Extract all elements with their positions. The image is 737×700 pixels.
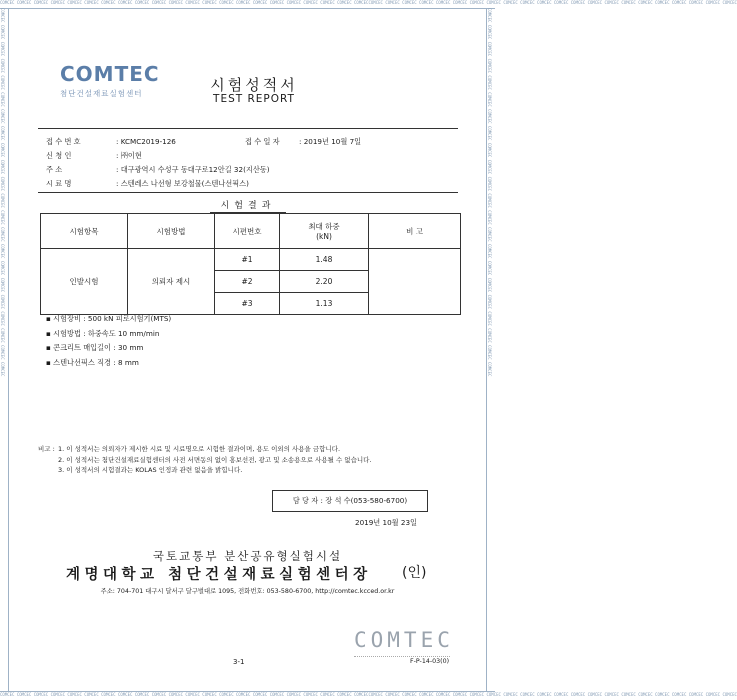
page-number: 3-1 [233,658,245,666]
table-row [41,249,461,271]
security-border-top: COMCEC COMCEC COMCEC COMCEC COMCEC COMCEC COMCEC COMCEC COMCEC COMCEC COMCEC COMCEC COMCEC COMCEC COMCEC COMCEC COMCEC COMCEC COMCEC COMCEC COMCEC COMCECCOMCEC COMCEC COMCEC COMCEC COMCEC COMCEC COMCEC COMCEC COMCEC COMCEC COMCEC COMCEC COMCEC COMCEC COMCEC COMCEC COMCEC COMCEC COMCEC COMCEC COMCEC COMCEC [0,0,495,9]
receipt-date-row: 접 수 일 자 : 2019년 10월 7일 [245,137,362,146]
comtec-logo [60,62,158,100]
seal-mark: (인) [402,565,427,581]
max-load-cell: 1.48 [280,249,369,271]
page-title-english: TEST REPORT [213,93,295,105]
note-1: 1. 이 성적서는 의뢰자가 제시한 시료 및 시료명으로 시험한 결과이며, 용도 이외의 사용을 금합니다. [58,445,341,453]
test-item-cell: 인발시험 [41,249,128,315]
contact-box: 담 당 자 : 장 석 수(053-580-6700) [272,490,428,512]
logo-brand: COMTEC [60,62,160,86]
security-border-left: COMCEC COMCEC COMCEC COMCEC COMCEC COMCEC COMCEC COMCEC COMCEC COMCEC COMCEC COMCEC COMCEC COMCEC COMCEC COMCEC COMCEC COMCEC COMCEC COMCEC COMCEC COMCEC [0,8,9,692]
results-section-title: 시험결과 [210,198,286,213]
max-load-cell: 2.20 [280,271,369,293]
condition-diameter: ▪ 스텐나선픽스 직경 : 8 mm [46,357,139,367]
test-conditions [46,312,171,370]
specimen-cell: #2 [215,271,280,293]
col-test-method: 시험방법 [128,214,215,249]
note-2: 2. 이 성적서는 첨단건설재료실험센터의 사전 서면동의 없이 홍보선전, 광고 및 소송용으로 사용될 수 없습니다. [58,455,372,464]
remarks-cell [369,249,461,315]
issuer-name: 계명대학교 첨단건설재료실험센터장 [66,567,372,583]
col-remarks: 비 고 [369,214,461,249]
condition-method: ▪ 시험방법 : 하중속도 10 mm/min [46,328,160,338]
logo-subtitle: 첨단건설재료실험센터 [60,89,143,98]
max-load-cell: 1.13 [280,293,369,315]
security-border-right: COMCEC COMCEC COMCEC COMCEC COMCEC COMCEC COMCEC COMCEC COMCEC COMCEC COMCEC COMCEC COMCEC COMCEC COMCEC COMCEC COMCEC COMCEC COMCEC COMCEC COMCEC COMCEC [486,8,495,692]
specimen-cell: #3 [215,293,280,315]
form-code: F-P-14-03(0) [410,658,450,665]
specimen-name: 스텐레스 나선형 보강철물(스텐나선픽스) [120,179,249,188]
results-table [40,213,461,315]
notes-label: 비고 : [38,445,55,453]
note-3: 3. 이 성적서의 시험결과는 KOLAS 인정과 관련 없음을 밝힙니다. [58,466,243,474]
test-method-cell: 의뢰자 제시 [128,249,215,315]
comtec-stamp: COMTEC [354,628,450,657]
receipt-number: KCMC2019-126 [120,137,176,146]
specimen-row: 시 료 명 : 스텐레스 나선형 보강철물(스텐나선픽스) [46,179,249,188]
report-date: 2019년 10월 23일 [355,518,417,527]
applicant-address: 대구광역시 수성구 동대구로12안길 32(지산동) [120,165,270,174]
receipt-number-row: 접 수 번 호 : KCMC2019-126 [46,137,176,146]
applicant: ㈜이현 [120,151,142,160]
address-row: 주 소 : 대구광역시 수성구 동대구로12안길 32(지산동) [46,165,270,174]
specimen-cell: #1 [215,249,280,271]
header-divider-bottom [38,192,458,193]
header-divider-top [38,128,458,129]
remarks-notes [38,444,371,476]
col-test-item: 시험항목 [41,214,128,249]
col-specimen-no: 시편번호 [215,214,280,249]
receipt-date: 2019년 10월 7일 [303,137,362,146]
issuer-address: 주소: 704-701 대구시 달서구 달구벌대로 1095, 전화번호: 053-580-6700, http://comtec.kcced.or.kr [100,588,395,595]
security-border-bottom: COMCEC COMCEC COMCEC COMCEC COMCEC COMCEC COMCEC COMCEC COMCEC COMCEC COMCEC COMCEC COMCEC COMCEC COMCEC COMCEC COMCEC COMCEC COMCEC COMCEC COMCEC COMCECCOMCEC COMCEC COMCEC COMCEC COMCEC COMCEC COMCEC COMCEC COMCEC COMCEC COMCEC COMCEC COMCEC COMCEC COMCEC COMCEC COMCEC COMCEC COMCEC COMCEC COMCEC COMCEC [0,691,495,700]
results-header-row [41,214,461,249]
condition-equipment: ▪ 시험장비 : 500 kN 피로시험기(MTS) [46,314,172,323]
issuer-ministry: 국토교통부 분산공유형실험시설 [152,549,343,563]
applicant-row: 신 청 인 : ㈜이현 [46,151,142,160]
condition-embed-length: ▪ 콘크리트 매입길이 : 30 mm [46,343,144,352]
page-title: 시험성적서 [210,76,298,94]
col-max-load: 최대 하중 (kN) [280,214,369,249]
